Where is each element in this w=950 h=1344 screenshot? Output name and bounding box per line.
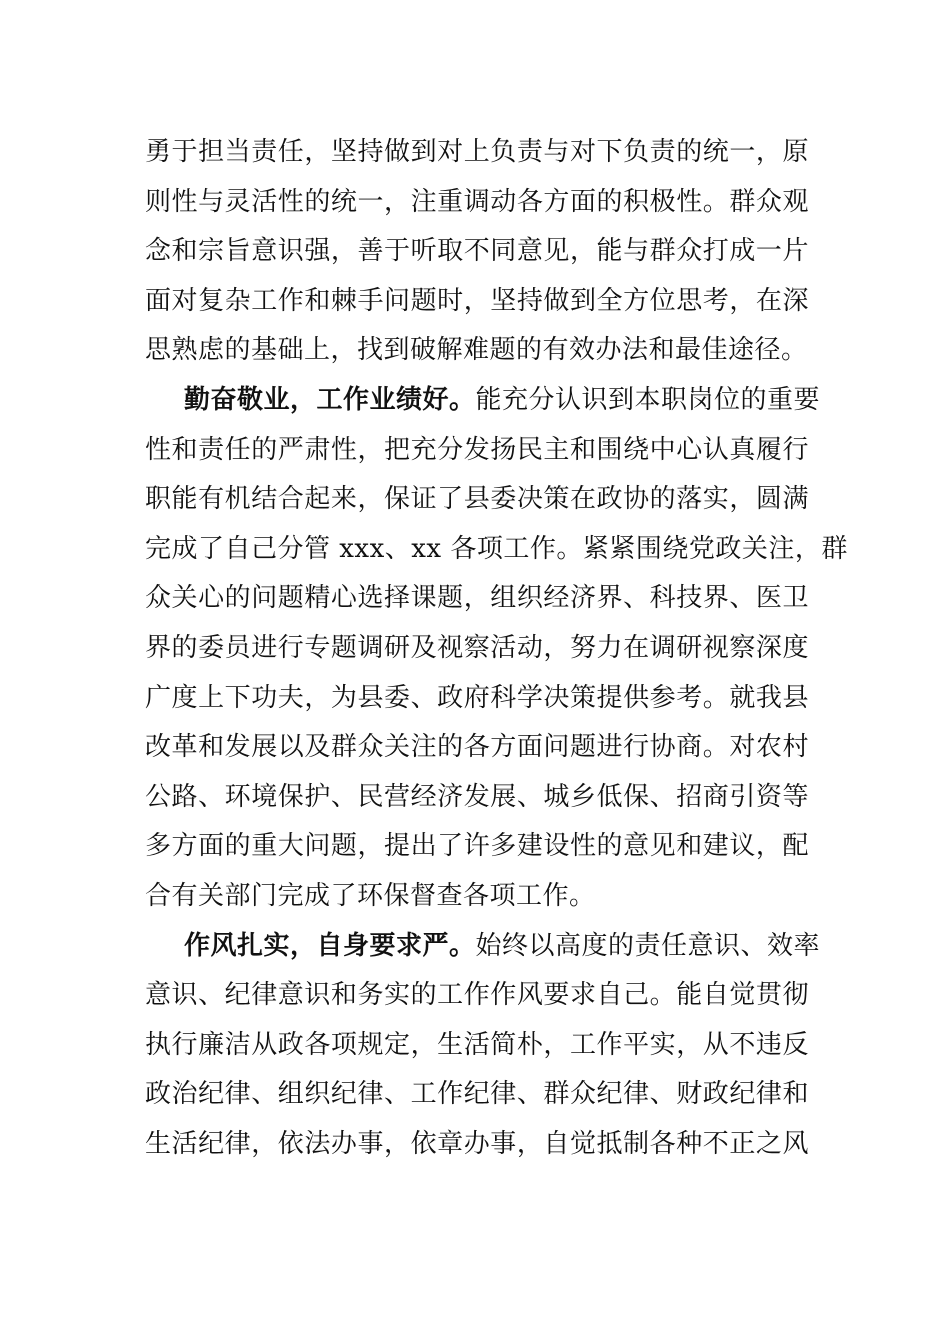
paragraph-lead: 勤奋敬业，工作业绩好。 bbox=[184, 384, 476, 415]
text-line: 公路、环境保护、民营经济发展、城乡低保、招商引资等 bbox=[145, 781, 809, 812]
paragraph-lead: 作风扎实，自身要求严。 bbox=[184, 930, 476, 961]
paragraph-work-style bbox=[145, 922, 821, 1170]
paragraph-responsibility bbox=[145, 128, 809, 376]
text-line: 生活纪律，依法办事，依章办事，自觉抵制各种不正之风 bbox=[145, 1128, 809, 1159]
text-line-first bbox=[145, 376, 821, 426]
text-line-rest: 始终以高度的责任意识、效率 bbox=[475, 930, 821, 961]
document-body bbox=[145, 128, 848, 1169]
text-line: 思熟虑的基础上，找到破解难题的有效办法和最佳途径。 bbox=[145, 335, 808, 366]
text-line: 则性与灵活性的统一，注重调动各方面的积极性。群众观 bbox=[145, 186, 809, 217]
text-line: 众关心的问题精心选择课题，组织经济界、科技界、医卫 bbox=[145, 583, 809, 614]
text-line: 勇于担当责任，坚持做到对上负责与对下负责的统一，原 bbox=[145, 137, 809, 167]
text-line: 广度上下功夫，为县委、政府科学决策提供参考。就我县 bbox=[145, 682, 809, 713]
text-line-first bbox=[145, 922, 821, 972]
text-line: 执行廉洁从政各项规定，生活简朴，工作平实，从不违反 bbox=[145, 1029, 809, 1060]
text-line: 完成了自己分管 xxx、xx 各项工作。紧紧围绕党政关注，群 bbox=[145, 533, 848, 564]
text-line: 多方面的重大问题，提出了许多建设性的意见和建议，配 bbox=[145, 831, 809, 862]
text-line: 政治纪律、组织纪律、工作纪律、群众纪律、财政纪律和 bbox=[145, 1079, 809, 1110]
text-line: 界的委员进行专题调研及视察活动，努力在调研视察深度 bbox=[145, 632, 809, 663]
text-line: 性和责任的严肃性，把充分发扬民主和围绕中心认真履行 bbox=[145, 434, 809, 465]
text-line: 职能有机结合起来，保证了县委决策在政协的落实，圆满 bbox=[145, 484, 809, 515]
text-line: 面对复杂工作和棘手问题时，坚持做到全方位思考，在深 bbox=[145, 285, 809, 316]
paragraph-diligence bbox=[145, 376, 848, 922]
text-line-rest: 能充分认识到本职岗位的重要 bbox=[475, 384, 821, 415]
text-line: 意识、纪律意识和务实的工作作风要求自己。能自觉贯彻 bbox=[145, 980, 809, 1011]
text-line: 合有关部门完成了环保督查各项工作。 bbox=[145, 880, 596, 911]
text-line: 改革和发展以及群众关注的各方面问题进行协商。对农村 bbox=[145, 732, 809, 763]
text-line: 念和宗旨意识强，善于听取不同意见，能与群众打成一片 bbox=[145, 236, 809, 267]
